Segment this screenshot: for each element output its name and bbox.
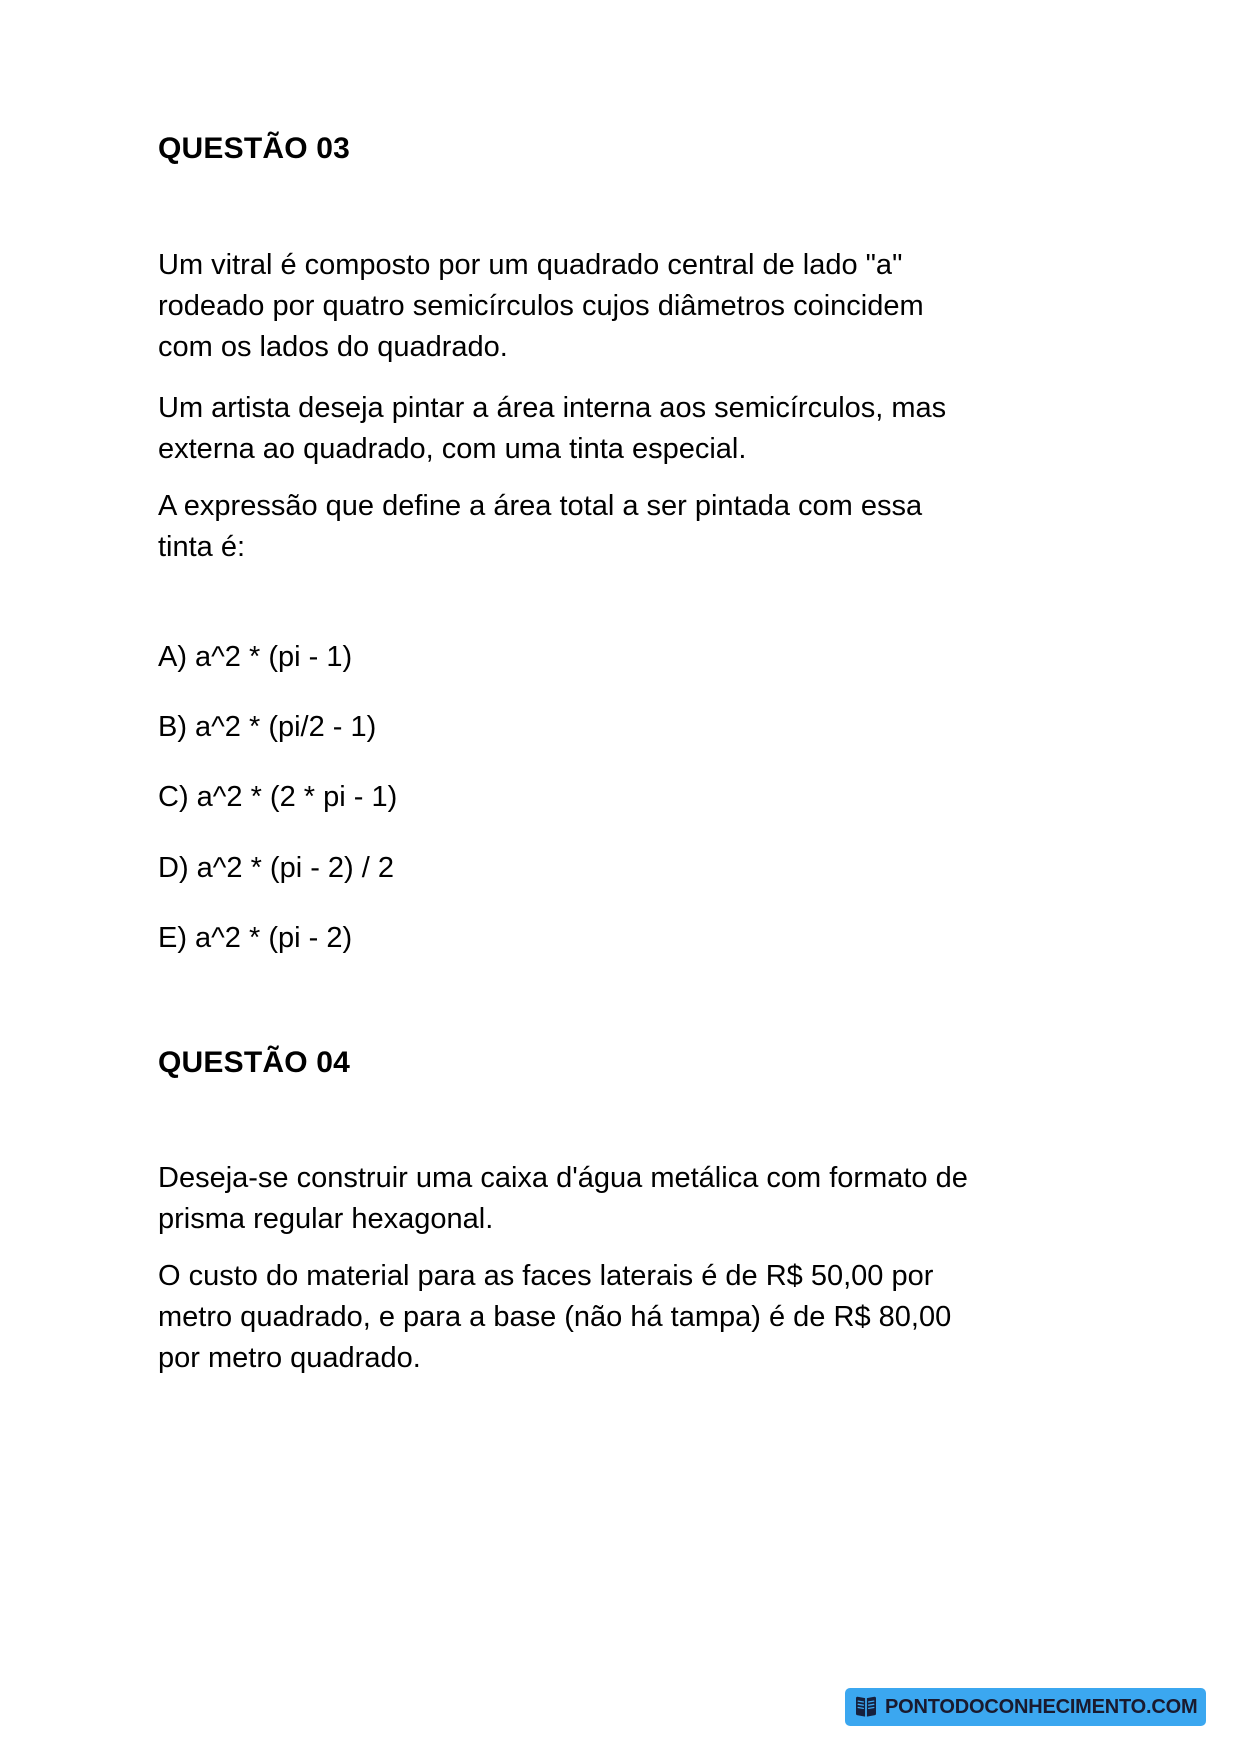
question-03-paragraph-1: Um vitral é composto por um quadrado central de lado "a" rodeado por quatro semicírculos cujos diâmetros coincidem com os lados do quadrado. [158,249,924,364]
question-heading-03: QUESTÃO 03 [158,132,351,165]
site-watermark-badge[interactable] [845,1688,1206,1726]
option-a[interactable]: A) a^2 * (pi - 1) [158,641,353,673]
question-03-options [158,637,397,988]
question-03-paragraph-2: Um artista deseja pintar a área interna aos semicírculos, mas externa ao quadrado, com uma tinta especial. [158,392,947,466]
option-d[interactable]: D) a^2 * (pi - 2) / 2 [158,851,395,884]
option-e[interactable]: E) a^2 * (pi - 2) [158,921,353,954]
book-icon [853,1694,879,1720]
site-watermark-label: PONTODOCONHECIMENTO.COM [885,1695,1198,1718]
option-b[interactable]: B) a^2 * (pi/2 - 1) [158,711,377,744]
question-04-paragraph-1: Deseja-se construir uma caixa d'água metálica com formato de prisma regular hexagonal. [158,1162,968,1236]
question-04-paragraph-2: O custo do material para as faces laterais é de R$ 50,00 por metro quadrado, e para a base (não há tampa) é de R$ 80,00 por metro quadrado. [158,1260,952,1375]
question-03-paragraph-3: A expressão que define a área total a ser pintada com essa tinta é: [158,490,923,564]
option-c[interactable]: C) a^2 * (2 * pi - 1) [158,781,398,814]
question-heading-04: QUESTÃO 04 [158,1046,351,1079]
